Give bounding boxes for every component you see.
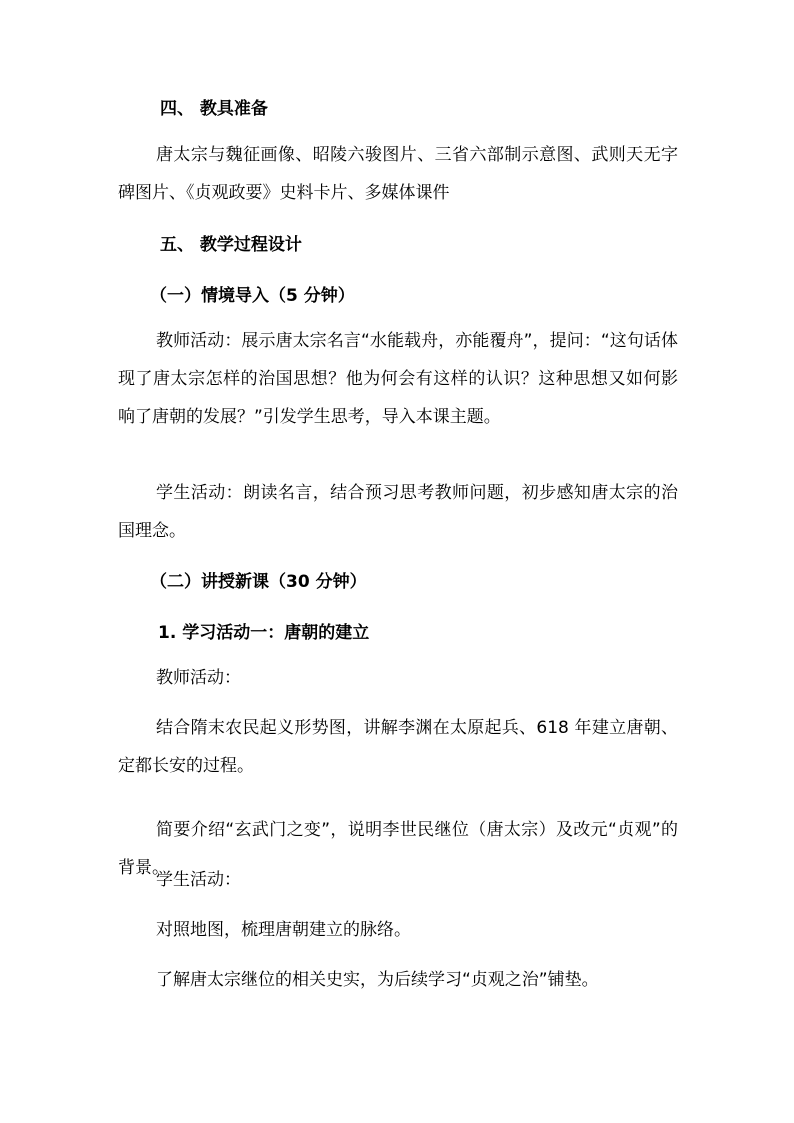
- paragraph-xuanwu-gate: 简要介绍“玄武门之变”，说明李世民继位（唐太宗）及改元“贞观”的背景。: [118, 820, 678, 878]
- paragraph-succession-facts: 了解唐太宗继位的相关史实，为后续学习“贞观之治”铺垫。: [156, 970, 599, 990]
- subheading-activity-one: 1. 学习活动一：唐朝的建立: [158, 623, 370, 643]
- paragraph-teacher-activity-intro: 教师活动：展示唐太宗名言“水能载舟，亦能覆舟”，提问：“这句话体现了唐太宗怎样的治国思想？他为何会有这样的认识？这种思想又如何影响了唐朝的发展？”引发学生思考，导入本课主题。: [118, 331, 678, 427]
- paragraph-map-review: 对照地图，梳理唐朝建立的脉络。: [156, 920, 411, 940]
- subheading-intro: （一）情境导入（5 分钟）: [150, 286, 355, 306]
- subheading-new-lesson: （二）讲授新课（30 分钟）: [150, 572, 367, 592]
- paragraph-student-activity-label: 学生活动：: [156, 870, 241, 890]
- section-heading-process: 五、 教学过程设计: [160, 235, 302, 255]
- paragraph-teaching-aids: 唐太宗与魏征画像、昭陵六骏图片、三省六部制示意图、武则天无字碑图片、《贞观政要》史料卡片、多媒体课件: [118, 145, 678, 203]
- paragraph-student-activity-intro: 学生活动：朗读名言，结合预习思考教师问题，初步感知唐太宗的治国理念。: [118, 483, 678, 541]
- paragraph-teacher-activity-label: 教师活动：: [156, 668, 241, 688]
- paragraph-tang-founding: 结合隋末农民起义形势图，讲解李渊在太原起兵、618 年建立唐朝、定都长安的过程。: [118, 718, 678, 776]
- section-heading-teaching-aids: 四、 教具准备: [160, 99, 268, 119]
